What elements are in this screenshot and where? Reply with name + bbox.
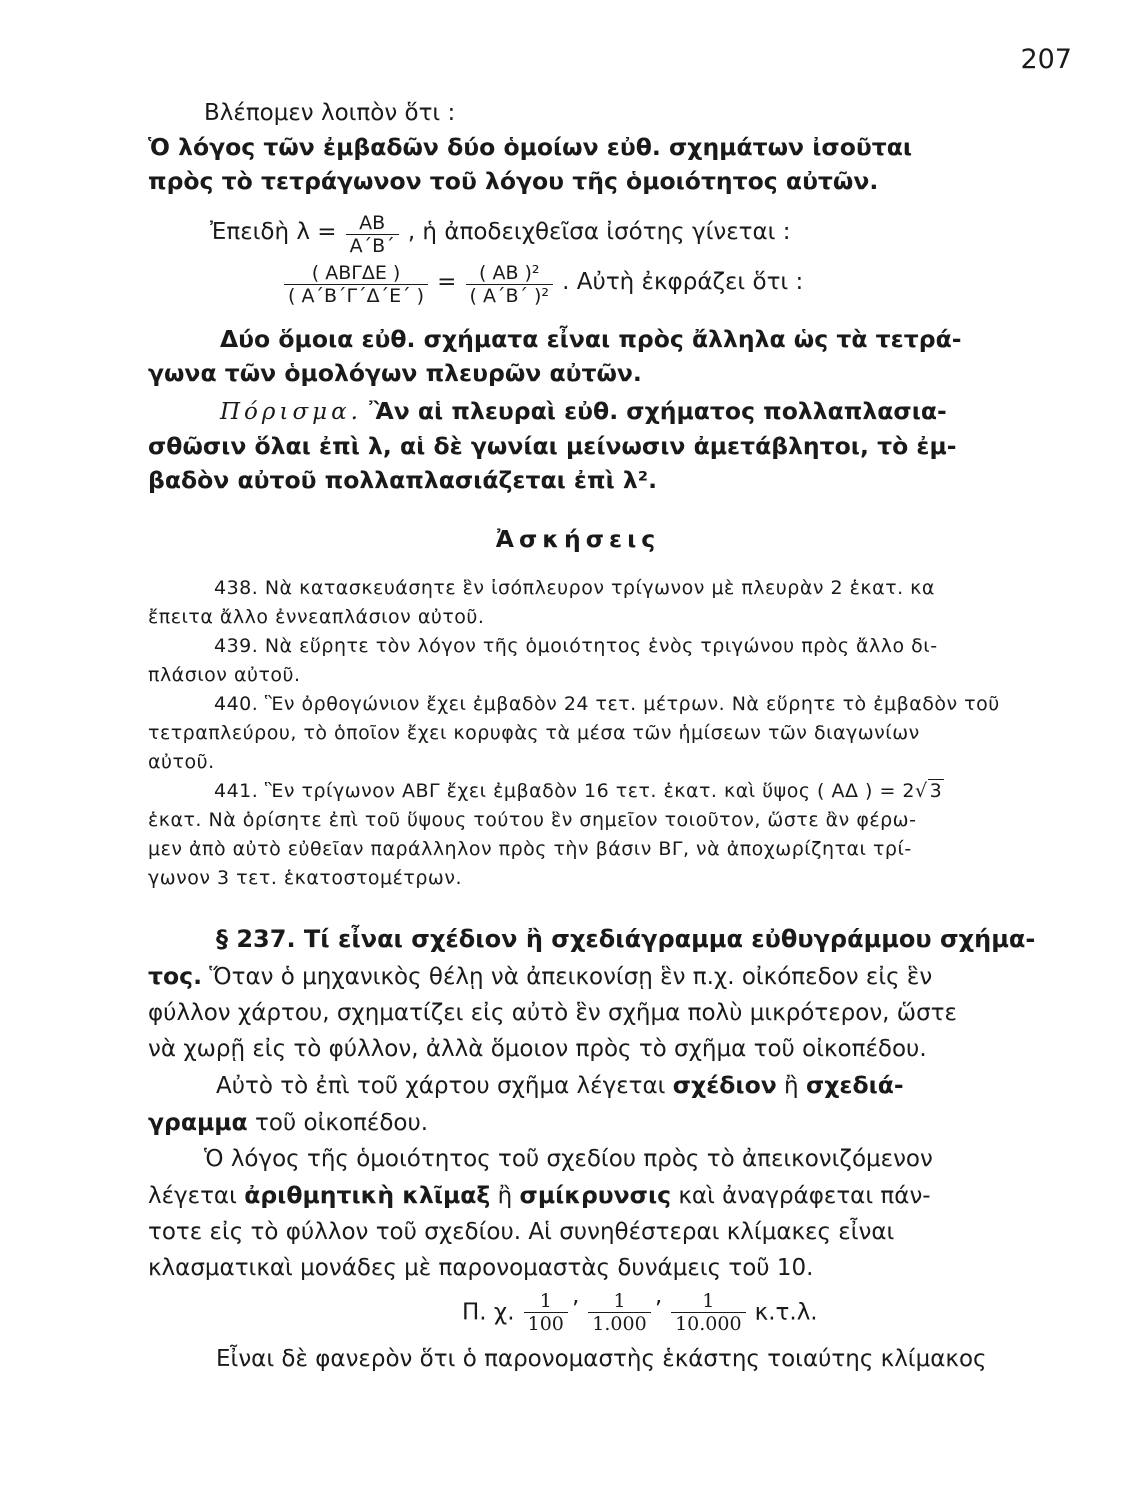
exercise-441-prefix: 441. Ἓν τρίγωνον ΑΒΓ ἔχει ἐμβαδὸν 16 τετ. ἑκατ. καὶ ὕψος ( ΑΔ ) = 2: [214, 780, 916, 802]
scale-10000-num: 1: [671, 1290, 745, 1313]
lhs-numerator: ( ΑΒΓΔΕ ): [284, 262, 428, 285]
statement-block: [148, 322, 1062, 390]
lambda-numerator: ΑΒ: [346, 212, 399, 235]
sep-1: ’: [571, 1297, 580, 1323]
lhs-fraction: [284, 262, 428, 307]
last-line: Εἶναι δὲ φανερὸν ὅτι ὁ παρονομαστὴς ἑκάστης τοιαύτης κλίμακος: [216, 1346, 987, 1372]
statement-line-2: γωνα τῶν ὁμολόγων πλευρῶν αὐτῶν.: [148, 359, 642, 387]
scale-1000-num: 1: [588, 1290, 650, 1313]
section-line-2-rest: Ὅταν ὁ μηχανικὸς θέλῃ νὰ ἀπεικονίσῃ ἓν π.χ. οἰκόπεδον εἰς ἓν: [202, 964, 933, 990]
page-number: 207: [1020, 44, 1072, 75]
scale-1000-den: 1.000: [592, 1313, 647, 1335]
exercises-heading-wrap: [148, 522, 1008, 556]
exercise-441-line-3: μεν ἀπὸ αὐτὸ εὐθεῖαν παράλληλον πρὸς τὴν βάσιν ΒΓ, νὰ ἀποχωρίζηται τρί-: [148, 838, 912, 860]
scale-fraction-100: [524, 1290, 568, 1335]
lambda-denominator: Α΄Β΄: [349, 235, 395, 257]
equation-suffix: . Αὐτὴ ἐκφράζει ὅτι :: [562, 269, 804, 295]
scale-examples: [148, 1290, 1062, 1335]
p2-text-c: τοῦ οἰκοπέδου.: [247, 1110, 429, 1136]
corollary-line-1: Ἂν αἱ πλευραὶ εὐθ. σχήματος πολλαπλασια-: [369, 397, 947, 425]
exercise-440-line-1: 440. Ἓν ὀρθογώνιον ἔχει ἐμβαδὸν 24 τετ. μέτρων. Νὰ εὕρητε τὸ ἐμβαδὸν τοῦ: [214, 693, 1000, 715]
paragraph-3-line-1: Ὁ λόγος τῆς ὁμοιότητος τοῦ σχεδίου πρὸς τὸ ἀπεικονιζόμενον: [204, 1146, 933, 1172]
term-arithmetic-scale: ἀριθμητικὴ κλῖμαξ: [244, 1181, 491, 1209]
section-title-end: τος.: [148, 962, 202, 990]
sqrt-sign: √: [915, 780, 928, 802]
paragraph-3-line-2: [148, 1177, 1062, 1214]
section-line-3: φύλλον χάρτου, σχηματίζει εἰς αὐτὸ ἓν σχῆμα πολὺ μικρότερον, ὥστε: [148, 1000, 957, 1026]
p3-text-c: καὶ ἀναγράφεται πάν-: [671, 1183, 931, 1209]
lhs-denominator: ( Α΄Β΄Γ΄Δ΄Ε΄ ): [288, 285, 425, 307]
exercise-439: [148, 632, 1062, 690]
section-title-line-2: [148, 958, 1062, 995]
corollary-label: Πόρισμα.: [220, 399, 362, 425]
theorem-line-1: Ὁ λόγος τῶν ἐμβαδῶν δύο ὁμοίων εὐθ. σχημάτων ἰσοῦται: [148, 133, 913, 161]
paragraph-3-line-4: κλασματικαὶ μονάδες μὲ παρονομαστὰς δυνάμεις τοῦ 10.: [148, 1255, 814, 1281]
example-suffix: κ.τ.λ.: [754, 1299, 818, 1326]
rhs-denominator: ( Α΄Β΄ )²: [469, 285, 550, 307]
paragraph-2-line-1: [148, 1067, 1062, 1104]
paragraph-2-line-2: [148, 1104, 1062, 1141]
exercise-438: [148, 574, 1062, 632]
intro-line: Βλέπομεν λοιπὸν ὅτι :: [204, 100, 456, 126]
term-schediagramma-end: γραμμα: [148, 1108, 248, 1136]
exercises-list: [148, 574, 1062, 893]
sqrt-argument: 3: [929, 780, 943, 802]
theorem-line-2: πρὸς τὸ τετράγωνον τοῦ λόγου τῆς ὁμοιότητος αὐτῶν.: [148, 167, 879, 195]
p2-text-a: Αὐτὸ τὸ ἐπὶ τοῦ χάρτου σχῆμα λέγεται: [216, 1073, 673, 1099]
exercise-440: [148, 690, 1062, 777]
sep-2: ’: [654, 1297, 662, 1323]
exercise-439-line-2: πλάσιον αὐτοῦ.: [148, 664, 301, 686]
exercise-441-line-2: ἑκατ. Νὰ ὁρίσητε ἐπὶ τοῦ ὕψους τούτου ἓν σημεῖον τοιοῦτον, ὥστε ἂν φέρω-: [148, 809, 917, 831]
scale-fraction-10000: [671, 1290, 745, 1335]
lambda-fraction: [346, 212, 399, 257]
scale-100-num: 1: [524, 1290, 568, 1313]
corollary-line-2: σθῶσιν ὅλαι ἐπὶ λ, αἱ δὲ γωνίαι μείνωσιν ἀμετάβλητοι, τὸ ἐμ-: [148, 432, 957, 460]
term-schediagramma-start: σχεδιά-: [805, 1071, 904, 1099]
since-suffix: , ἡ ἀποδειχθεῖσα ἰσότης γίνεται :: [407, 219, 791, 245]
exercise-441: [148, 777, 1062, 893]
since-prefix: Ἐπειδὴ λ =: [210, 219, 337, 245]
statement-line-1: Δύο ὅμοια εὐθ. σχήματα εἶναι πρὸς ἄλληλα ὡς τὰ τετρά-: [220, 325, 962, 353]
example-prefix: Π. χ.: [462, 1299, 515, 1326]
p2-text-b: ἢ: [776, 1073, 806, 1099]
rhs-numerator: ( ΑΒ )²: [466, 262, 554, 285]
rhs-fraction: [466, 262, 554, 307]
exercise-440-line-3: αὐτοῦ.: [148, 751, 215, 773]
equals-sign: =: [437, 269, 457, 295]
exercise-441-line-4: γωνον 3 τετ. ἑκατοστομέτρων.: [148, 867, 462, 889]
corollary-line-3: βαδὸν αὐτοῦ πολλαπλασιάζεται ἐπὶ λ².: [148, 466, 658, 494]
p3-text-b: ἢ: [490, 1183, 520, 1209]
exercise-438-line-2: ἔπειτα ἄλλο ἐννεαπλάσιον αὐτοῦ.: [148, 606, 485, 628]
corollary-block: [148, 394, 1062, 497]
exercises-heading: Ἀσκήσεις: [495, 525, 661, 553]
scale-100-den: 100: [527, 1313, 564, 1335]
area-ratio-equation: [148, 262, 1122, 307]
p3-text-a: λέγεται: [148, 1183, 245, 1209]
section-237: [148, 920, 1062, 1377]
term-schedion: σχέδιον: [672, 1071, 777, 1099]
term-reduction: σμίκρυνσις: [519, 1181, 672, 1209]
scale-fraction-1000: [588, 1290, 650, 1335]
paragraph-3-line-3: τοτε εἰς τὸ φύλλον τοῦ σχεδίου. Αἱ συνηθέστεραι κλίμακες εἶναι: [148, 1219, 895, 1245]
section-title-line-1: § 237. Τί εἶναι σχέδιον ἢ σχεδιάγραμμα εὐθυγράμμου σχήμα-: [216, 925, 1036, 953]
section-line-4: νὰ χωρῇ εἰς τὸ φύλλον, ἀλλὰ ὅμοιον πρὸς τὸ σχῆμα τοῦ οἰκοπέδου.: [148, 1036, 927, 1062]
exercise-438-line-1: 438. Νὰ κατασκευάσητε ἓν ἰσόπλευρον τρίγωνον μὲ πλευρὰν 2 ἑκατ. κα: [214, 577, 935, 599]
intro-block: [148, 96, 1062, 198]
since-line: [148, 212, 1122, 257]
exercise-439-line-1: 439. Νὰ εὕρητε τὸν λόγον τῆς ὁμοιότητος ἑνὸς τριγώνου πρὸς ἄλλο δι-: [214, 635, 938, 657]
exercise-440-line-2: τετραπλεύρου, τὸ ὁποῖον ἔχει κορυφὰς τὰ μέσα τῶν ἡμίσεων τῶν διαγωνίων: [148, 722, 920, 744]
scale-10000-den: 10.000: [675, 1313, 742, 1335]
exercise-441-line-1: [148, 777, 1062, 806]
